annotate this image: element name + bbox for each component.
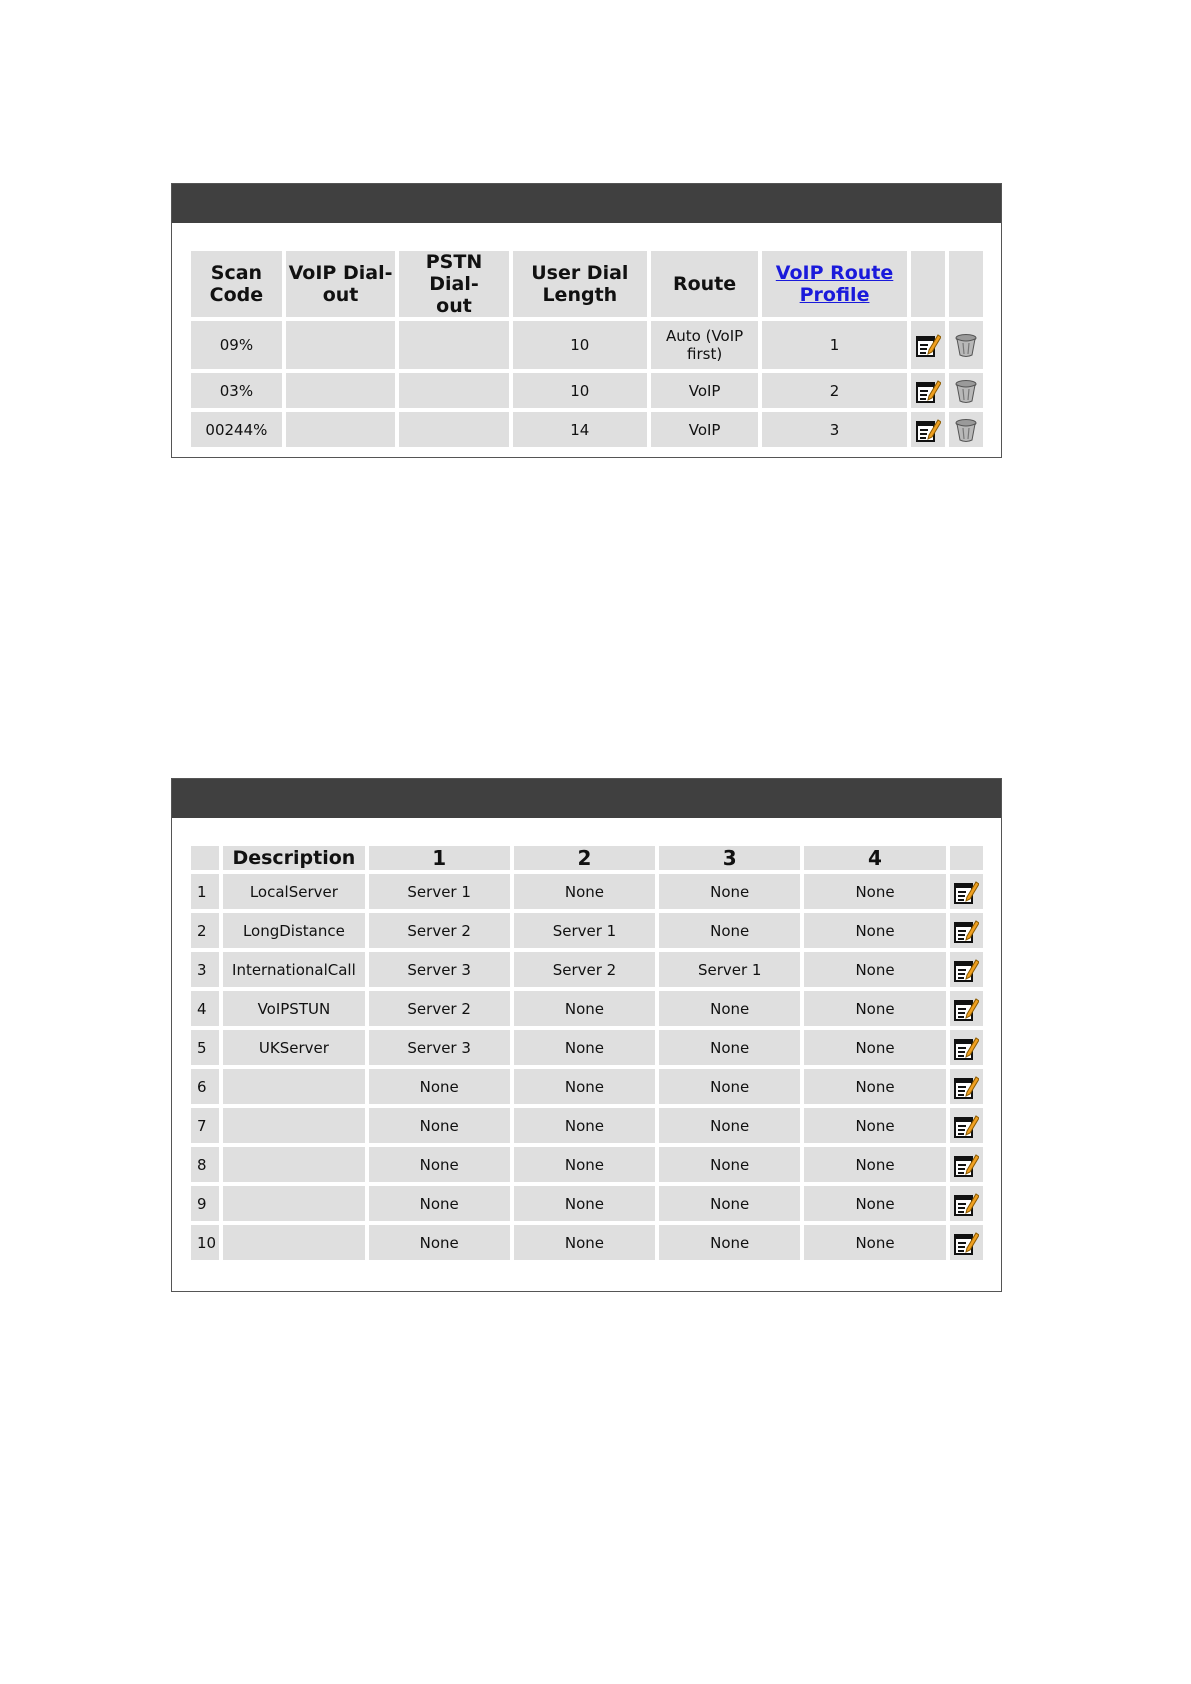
server-3-cell: None <box>659 1069 800 1104</box>
table-header-row <box>191 846 983 870</box>
server-3-cell: None <box>659 1147 800 1182</box>
table-row <box>191 874 983 909</box>
scan-code-cell: 09% <box>191 321 282 369</box>
scan-code-cell: 00244% <box>191 412 282 447</box>
header-user-dial-length: User Dial Length <box>513 251 647 317</box>
voip-dialout-cell <box>286 321 395 369</box>
row-index: 8 <box>191 1147 219 1182</box>
server-2-cell: None <box>514 1030 655 1065</box>
header-route: Route <box>651 251 758 317</box>
server-1-cell: Server 2 <box>369 991 510 1026</box>
server-3-cell: None <box>659 1225 800 1260</box>
header-scan-code: Scan Code <box>191 251 282 317</box>
edit-icon[interactable] <box>953 1074 979 1100</box>
server-4-cell: None <box>804 913 945 948</box>
server-1-cell: Server 3 <box>369 1030 510 1065</box>
dial-plan-panel <box>171 183 1002 458</box>
server-1-cell: None <box>369 1186 510 1221</box>
description-cell: InternationalCall <box>223 952 364 987</box>
table-row <box>191 1186 983 1221</box>
server-4-cell: None <box>804 1030 945 1065</box>
server-1-cell: None <box>369 1147 510 1182</box>
edit-icon[interactable] <box>953 1113 979 1139</box>
voip-dialout-cell <box>286 412 395 447</box>
trash-icon[interactable] <box>953 378 979 404</box>
row-index: 5 <box>191 1030 219 1065</box>
edit-icon[interactable] <box>953 879 979 905</box>
description-cell <box>223 1108 364 1143</box>
voip-route-profile-panel-header <box>172 779 1001 818</box>
edit-button[interactable] <box>950 1108 983 1143</box>
edit-icon[interactable] <box>915 378 941 404</box>
server-3-cell: None <box>659 874 800 909</box>
edit-button[interactable] <box>911 321 945 369</box>
server-2-cell: None <box>514 1108 655 1143</box>
voip-route-profile-table <box>187 842 987 1264</box>
server-4-cell: None <box>804 1147 945 1182</box>
server-4-cell: None <box>804 1186 945 1221</box>
row-index: 9 <box>191 1186 219 1221</box>
edit-button[interactable] <box>911 412 945 447</box>
server-2-cell: Server 1 <box>514 913 655 948</box>
row-index: 4 <box>191 991 219 1026</box>
description-cell <box>223 1069 364 1104</box>
header-index <box>191 846 219 870</box>
table-row <box>191 1225 983 1260</box>
description-cell <box>223 1186 364 1221</box>
edit-button[interactable] <box>950 874 983 909</box>
server-2-cell: None <box>514 874 655 909</box>
description-cell: UKServer <box>223 1030 364 1065</box>
profile-cell: 3 <box>762 412 907 447</box>
server-2-cell: None <box>514 1147 655 1182</box>
header-server-2: 2 <box>514 846 655 870</box>
table-row <box>191 373 983 408</box>
edit-button[interactable] <box>950 991 983 1026</box>
header-pstn-dialout: PSTN Dial- out <box>399 251 508 317</box>
edit-button[interactable] <box>950 1147 983 1182</box>
edit-icon[interactable] <box>953 996 979 1022</box>
header-voip-dialout: VoIP Dial- out <box>286 251 395 317</box>
edit-button[interactable] <box>950 913 983 948</box>
table-row <box>191 991 983 1026</box>
user-dial-length-cell: 14 <box>513 412 647 447</box>
server-1-cell: None <box>369 1225 510 1260</box>
header-server-4: 4 <box>804 846 945 870</box>
dial-plan-table <box>187 247 987 451</box>
edit-button[interactable] <box>950 1069 983 1104</box>
server-3-cell: Server 1 <box>659 952 800 987</box>
route-cell: VoIP <box>651 412 758 447</box>
edit-button[interactable] <box>950 1186 983 1221</box>
server-1-cell: Server 1 <box>369 874 510 909</box>
server-1-cell: Server 3 <box>369 952 510 987</box>
edit-icon[interactable] <box>953 1152 979 1178</box>
server-2-cell: None <box>514 1225 655 1260</box>
table-header-row <box>191 251 983 317</box>
server-1-cell: Server 2 <box>369 913 510 948</box>
pstn-dialout-cell <box>399 373 508 408</box>
row-index: 6 <box>191 1069 219 1104</box>
server-3-cell: None <box>659 913 800 948</box>
profile-cell: 2 <box>762 373 907 408</box>
route-cell: Auto (VoIP first) <box>651 321 758 369</box>
pstn-dialout-cell <box>399 412 508 447</box>
edit-icon[interactable] <box>915 417 941 443</box>
voip-route-profile-link[interactable]: VoIP Route Profile <box>775 262 894 306</box>
server-4-cell: None <box>804 1069 945 1104</box>
table-row <box>191 321 983 369</box>
edit-icon[interactable] <box>953 1035 979 1061</box>
server-3-cell: None <box>659 991 800 1026</box>
server-4-cell: None <box>804 991 945 1026</box>
server-3-cell: None <box>659 1108 800 1143</box>
edit-icon[interactable] <box>953 1230 979 1256</box>
table-row <box>191 1030 983 1065</box>
row-index: 2 <box>191 913 219 948</box>
description-cell: LocalServer <box>223 874 364 909</box>
profile-cell: 1 <box>762 321 907 369</box>
table-row <box>191 1147 983 1182</box>
row-index: 7 <box>191 1108 219 1143</box>
description-cell: LongDistance <box>223 913 364 948</box>
delete-button[interactable] <box>949 412 983 447</box>
header-edit-col <box>911 251 945 317</box>
description-cell: VoIPSTUN <box>223 991 364 1026</box>
edit-icon[interactable] <box>953 957 979 983</box>
user-dial-length-cell: 10 <box>513 321 647 369</box>
server-1-cell: None <box>369 1108 510 1143</box>
description-cell <box>223 1147 364 1182</box>
trash-icon[interactable] <box>953 332 979 358</box>
server-2-cell: None <box>514 991 655 1026</box>
server-2-cell: None <box>514 1069 655 1104</box>
table-row <box>191 952 983 987</box>
route-cell: VoIP <box>651 373 758 408</box>
table-row <box>191 913 983 948</box>
edit-icon[interactable] <box>953 1191 979 1217</box>
table-row <box>191 1108 983 1143</box>
header-delete-col <box>949 251 983 317</box>
server-4-cell: None <box>804 952 945 987</box>
server-4-cell: None <box>804 1225 945 1260</box>
voip-route-profile-panel <box>171 778 1002 1292</box>
server-3-cell: None <box>659 1030 800 1065</box>
description-cell <box>223 1225 364 1260</box>
server-2-cell: Server 2 <box>514 952 655 987</box>
row-index: 3 <box>191 952 219 987</box>
trash-icon[interactable] <box>953 417 979 443</box>
row-index: 10 <box>191 1225 219 1260</box>
user-dial-length-cell: 10 <box>513 373 647 408</box>
voip-dialout-cell <box>286 373 395 408</box>
header-voip-route-profile[interactable] <box>762 251 907 317</box>
dial-plan-panel-header <box>172 184 1001 223</box>
server-2-cell: None <box>514 1186 655 1221</box>
header-server-1: 1 <box>369 846 510 870</box>
edit-icon[interactable] <box>915 332 941 358</box>
edit-button[interactable] <box>950 1225 983 1260</box>
row-index: 1 <box>191 874 219 909</box>
edit-button[interactable] <box>950 1030 983 1065</box>
pstn-dialout-cell <box>399 321 508 369</box>
edit-button[interactable] <box>950 952 983 987</box>
delete-button[interactable] <box>949 321 983 369</box>
table-row <box>191 412 983 447</box>
header-description: Description <box>223 846 364 870</box>
delete-button[interactable] <box>949 373 983 408</box>
server-3-cell: None <box>659 1186 800 1221</box>
edit-button[interactable] <box>911 373 945 408</box>
table-row <box>191 1069 983 1104</box>
server-1-cell: None <box>369 1069 510 1104</box>
scan-code-cell: 03% <box>191 373 282 408</box>
header-server-3: 3 <box>659 846 800 870</box>
server-4-cell: None <box>804 1108 945 1143</box>
server-4-cell: None <box>804 874 945 909</box>
edit-icon[interactable] <box>953 918 979 944</box>
header-edit-col <box>950 846 983 870</box>
